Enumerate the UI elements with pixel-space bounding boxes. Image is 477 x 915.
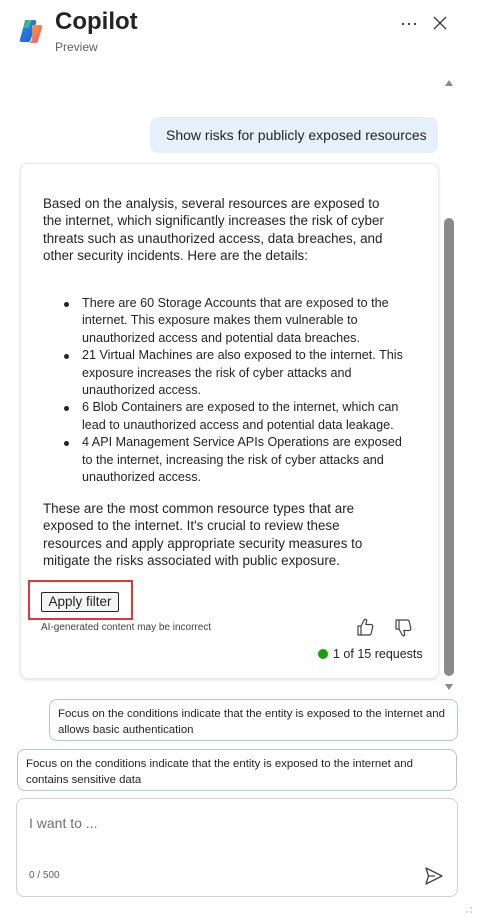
thumbs-down-icon[interactable] [393, 618, 413, 638]
response-card [20, 163, 439, 679]
scrollbar[interactable] [443, 78, 455, 692]
scrollbar-thumb[interactable] [444, 218, 454, 676]
request-count: 1 of 15 requests [333, 647, 423, 661]
ai-disclaimer: AI-generated content may be incorrect [41, 622, 212, 633]
more-options-button[interactable] [397, 12, 421, 36]
app-title: Copilot [55, 8, 138, 35]
close-button[interactable] [428, 11, 452, 35]
suggestion-chip[interactable]: Focus on the conditions indicate that the entity is exposed to the internet and allows basic authentication [49, 699, 458, 741]
composer [16, 798, 458, 897]
send-icon[interactable] [423, 865, 445, 887]
scroll-up-arrow-icon[interactable] [444, 78, 454, 88]
prompt-input[interactable] [29, 813, 429, 833]
character-count: 0 / 500 [29, 870, 60, 881]
copilot-logo-icon [17, 17, 45, 45]
app-subtitle: Preview [55, 40, 98, 54]
response-outro: These are the most common resource types that are exposed to the internet. It's crucial to review these resources and apply appropriate security measures to mitigate the risks associated with public exposure. [43, 501, 363, 569]
status-indicator [318, 649, 328, 659]
thumbs-up-icon[interactable] [355, 617, 375, 637]
suggestion-chip[interactable]: Focus on the conditions indicate that the entity is exposed to the internet and contains sensitive data [17, 749, 457, 791]
user-message: Show risks for publicly exposed resources [150, 117, 438, 153]
more-horizontal-icon [401, 22, 417, 26]
list-item: 21 Virtual Machines are also exposed to the internet. This exposure increases the risk of cyber attacks and unauthorized access. [63, 347, 413, 399]
list-item: 6 Blob Containers are exposed to the internet, which can lead to unauthorized access and potential data leakage. [63, 399, 413, 434]
scroll-down-arrow-icon[interactable] [444, 682, 454, 692]
list-item: There are 60 Storage Accounts that are exposed to the internet. This exposure makes them vulnerable to unauthorized access and potential data breaches. [63, 295, 413, 347]
response-intro: Based on the analysis, several resources are exposed to the internet, which significantly increases the risk of cyber threats such as unauthorized access, data breaches, and other security incidents. Here are the details: [43, 196, 384, 264]
list-item: 4 API Management Service APIs Operations are exposed to the internet, increasing the risk of cyber attacks and unauthorized access. [63, 434, 413, 486]
apply-filter-button[interactable]: Apply filter [41, 592, 119, 612]
header [0, 0, 477, 64]
response-list [63, 295, 413, 486]
resize-grip-icon[interactable] [466, 907, 472, 913]
close-icon [433, 16, 447, 30]
